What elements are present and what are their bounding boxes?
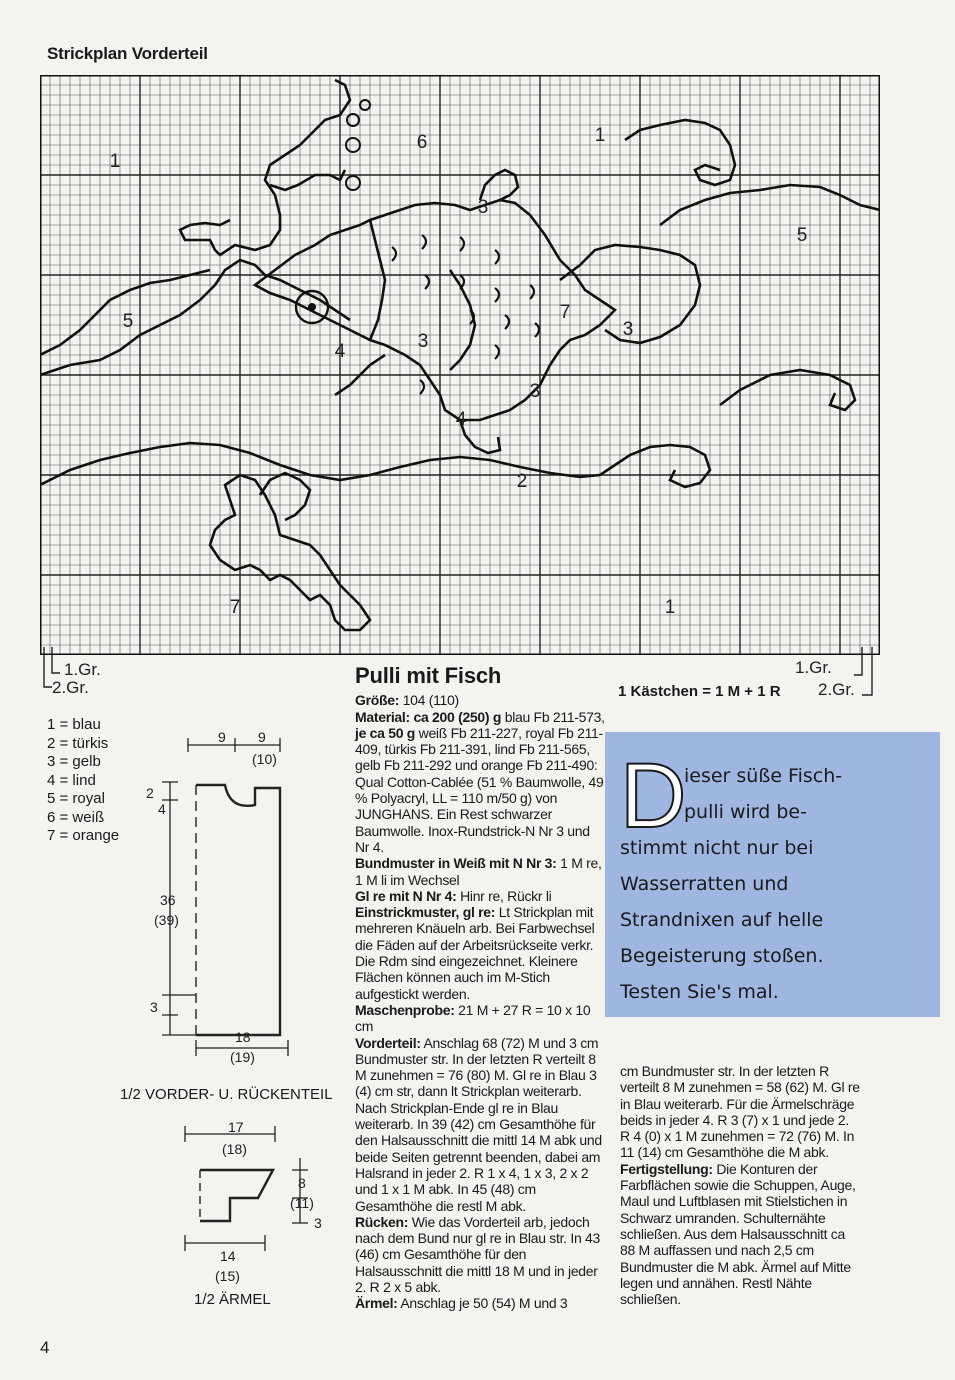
region-label: 4 (455, 409, 467, 430)
legend-item: 4 = lind (47, 771, 96, 789)
fertig-paragraph: Fertigstellung: Die Konturen der Farbflächen sowie die Schuppen, Auge, Maul und Luftblasen mit Stielstichen in Schwarz umranden. Schulternähte schließen. Aus dem Halsausschnitt ca 88 M auffassen und nach 2,5 cm Bundmuster die M abk. Ärmel auf Mitte legen und annähen. Restl Nähte schließen. (620, 1160, 856, 1308)
dim-label: (11) (290, 1195, 314, 1211)
region-label: 3 (417, 331, 429, 352)
region-label: 7 (229, 597, 241, 618)
region-label: 4 (334, 341, 346, 362)
legend-item: 2 = türkis (47, 734, 109, 752)
dim-label: 3 (150, 999, 158, 1015)
region-label: 5 (796, 225, 808, 246)
grid-lines (40, 75, 880, 655)
scale-mark (420, 380, 424, 394)
page-number: 4 (40, 1338, 50, 1357)
size-label-1: 1.Gr. (795, 658, 832, 677)
dim-label: (18) (222, 1141, 247, 1157)
dim-label: 4 (158, 801, 166, 817)
sleeve-schematic-caption: 1/2 ÄRMEL (194, 1291, 271, 1308)
dim-label: (10) (252, 751, 277, 767)
drop-cap: D (620, 745, 687, 847)
lower-swirl-outline (600, 445, 710, 487)
instructions-column-continued (620, 1063, 860, 1307)
scale-mark (425, 275, 429, 289)
dim-label: (15) (215, 1268, 240, 1284)
dim-label: 18 (235, 1029, 251, 1045)
blurb-line: pulli wird be- (684, 801, 807, 823)
material-paragraph: Material: ca 200 (250) g blau Fb 211-573, je ca 50 g weiß Fb 211-227, royal Fb 211-409, türkis Fb 211-391, lind Fb 211-565, gelb Fb 211-292 und orange Fb 211-490: Qual Cotton-Cablée (51 % Baumwolle, 49 % Polyacryl, LL = 110 m/50 g) von JUNGHANS. Ein Rest schwarzer Baumwolle. Inox-Rundstrick-N Nr 3 und Nr 4. (355, 708, 605, 855)
region-label: 6 (416, 132, 428, 153)
dim-label: 9 (218, 730, 226, 745)
ruecken-paragraph: Rücken: Wie das Vorderteil arb, jedoch nach dem Bund nur gl re in Blau str. In 43 (46) cm Gesamthöhe für den Halsausschnitt die mittl 18 M und in jeder 2. R 2 x 5 abk. (355, 1213, 600, 1295)
scale-mark (495, 345, 499, 359)
dim-label: 14 (220, 1248, 236, 1264)
region-label: 1 (109, 151, 121, 172)
legend-item: 6 = weiß (47, 808, 105, 826)
seaweed-branch-outline (260, 473, 310, 520)
dim-label: 9 (258, 730, 266, 745)
blurb-line: ieser süße Fisch- (684, 765, 843, 787)
sleeve-schematic (170, 1118, 330, 1298)
dim-label: 3 (314, 1215, 322, 1231)
legend-item: 3 = gelb (47, 753, 101, 770)
size-paragraph: Größe: 104 (110) (355, 692, 459, 709)
scale-mark (460, 275, 464, 289)
scale-mark (392, 247, 396, 261)
vorderteil-paragraph: Vorderteil: Anschlag 68 (72) M und 3 cm Bundmuster str. In der letzten R verteilt 8 M zunehmen = 76 (80) M. Gl re in Blau 3 (4) cm str, dann lt Strickplan weiterarb. Nach Strickplan-Ende gl re in Blau weiterarb. In 39 (42) cm Gesamthöhe für den Halsausschnitt die mittl 14 M abk und beide Seiten getrennt beenden, dabei am Halsrand in jeder 2. R 1 x 4, 1 x 3, 2 x 2 und 1 x 1 M abk. In 45 (48) cm Gesamthöhe die restl M abk. (355, 1034, 602, 1214)
chart-region-labels (110, 125, 808, 618)
blurb-line: stimmt nicht nur bei (620, 837, 814, 859)
dim-label: (39) (154, 912, 179, 928)
region-label: 5 (122, 311, 134, 332)
instructions-column (355, 663, 605, 1312)
body-schematic-caption: 1/2 VORDER- U. RÜCKENTEIL (120, 1086, 333, 1103)
blurb-line: Strandnixen auf helle (620, 909, 824, 931)
region-label: 3 (622, 319, 634, 340)
region-label: 3 (477, 197, 489, 218)
aermel-paragraph: Ärmel: Anschlag je 50 (54) M und 3 (355, 1295, 568, 1312)
size-marker-left (30, 645, 140, 700)
left-wave-outline (40, 260, 350, 375)
region-label: 2 (516, 471, 528, 492)
size-label-2: 2.Gr. (818, 680, 855, 699)
knitting-chart (40, 75, 880, 655)
dim-label: (19) (230, 1049, 255, 1065)
size-marker-right (790, 645, 890, 700)
color-legend (47, 716, 119, 846)
einstrick-paragraph: Einstrickmuster, gl re: Lt Strickplan mit mehreren Knäueln arb. Bei Farbwechsel die Fäden auf der Arbeitsrückseite verkr. Die Rdm sind eingezeichnet. Kleinere Flächen können auch im M-Stich aufgestickt werden. (355, 904, 595, 1002)
body-schematic (130, 730, 330, 1070)
fish-scales (392, 235, 539, 394)
continued-paragraph: cm Bundmuster str. In der letzten R verteilt 8 M zunehmen = 58 (62) M. Gl re in Blau weiterarb. Für die Ärmelschräge beids in jeder 4. R 3 (7) x 1 und jede 2. R 4 (0) x 1 M zunehmen = 72 (76) M. In 11 (14) cm Gesamthöhe die M abk. (620, 1063, 860, 1161)
dim-label: 2 (146, 785, 154, 801)
fish-scale-divider (370, 220, 385, 340)
gl-paragraph: Gl re mit N Nr 4: Hinr re, Rückr li (355, 887, 552, 904)
bubble-icon (346, 176, 360, 190)
instructions-heading: Pulli mit Fisch (355, 663, 502, 688)
probe-paragraph: Maschenprobe: 21 M + 27 R = 10 x 10 cm (355, 1001, 591, 1035)
region-label: 3 (529, 381, 541, 402)
scale-mark (530, 285, 534, 299)
region-label: 1 (664, 597, 676, 618)
dim-label: 36 (160, 892, 176, 908)
bubble-icon (347, 114, 359, 126)
scale-mark (495, 250, 499, 264)
size-label-2: 2.Gr. (52, 678, 89, 697)
page-title: Strickplan Vorderteil (47, 44, 208, 63)
legend-item: 5 = royal (47, 790, 105, 807)
octopus-arm-outline (270, 170, 345, 190)
scale-mark (422, 235, 426, 249)
scale-note: 1 Kästchen = 1 M + 1 R (618, 683, 781, 700)
legend-item: 1 = blau (47, 716, 101, 733)
blurb-line: Begeisterung stoßen. (620, 945, 824, 967)
bund-paragraph: Bundmuster in Weiß mit N Nr 3: 1 M re, 1 M li im Wechsel (355, 855, 602, 888)
octopus-outline (180, 80, 350, 255)
dim-label: 17 (228, 1119, 244, 1135)
blurb-line: Wasserratten und (620, 873, 789, 895)
scale-mark (505, 315, 509, 329)
region-label: 7 (559, 302, 571, 323)
blurb-line: Testen Sie's mal. (620, 981, 779, 1003)
region-label: 1 (594, 125, 606, 146)
dim-label: 8 (298, 1175, 306, 1191)
size-label-1: 1.Gr. (64, 660, 101, 679)
scale-mark (460, 237, 464, 251)
chart-grid (40, 75, 880, 655)
legend-item: 7 = orange (47, 827, 120, 844)
